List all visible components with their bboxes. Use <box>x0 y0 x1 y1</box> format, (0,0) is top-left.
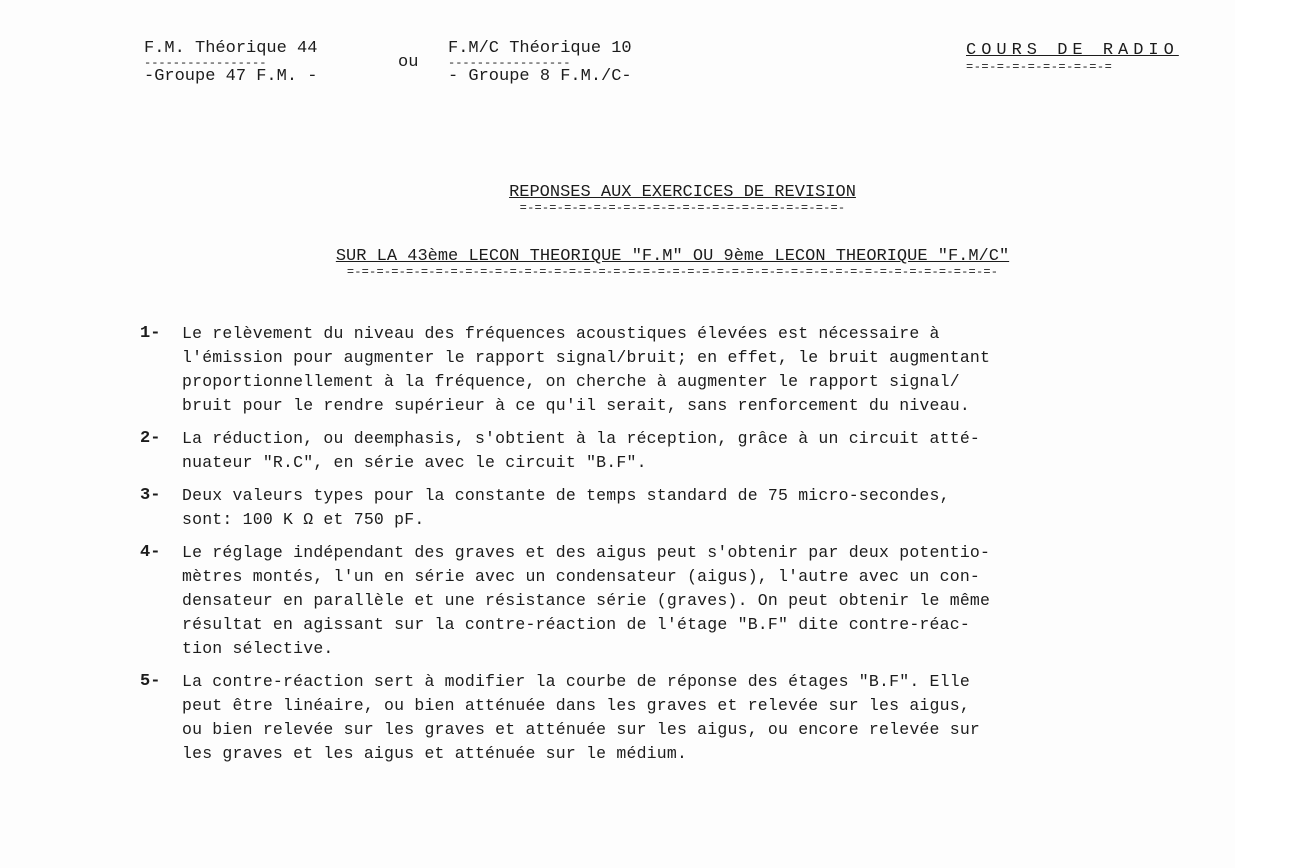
main-title-text: REPONSES AUX EXERCICES DE REVISION <box>509 183 856 202</box>
header-mid-line1: F.M/C Théorique 10 <box>448 39 632 58</box>
answer-text: La contre-réaction sert à modifier la courbe de réponse des étages "B.F". Elle peut être linéaire, ou bien atténuée dans les graves et relevée sur les aigus, ou bien relevée sur les graves et atténuée sur les aigus, ou encore relevée sur les graves et les aigus et atténuée sur le médium. <box>182 672 981 763</box>
subtitle-text: SUR LA 43ème LECON THEORIQUE "F.M" OU 9ème LECON THEORIQUE "F.M/C" <box>335 247 1010 266</box>
answer-item-5 <box>140 670 1235 766</box>
subtitle <box>55 246 1290 278</box>
header-mid-reference <box>448 38 632 88</box>
answer-text: Le relèvement du niveau des fréquences acoustiques élevées est nécessaire à l'émission pour augmenter le rapport signal/bruit; en effet, le bruit augmentant proportionnellement à la fréquence, on cherche à augmenter le rapport signal/ bruit pour le rendre supérieur à ce qu'il serait, sans renforcement du niveau. <box>182 324 991 415</box>
answer-number: 5- <box>140 672 161 691</box>
answer-text: La réduction, ou deemphasis, s'obtient à la réception, grâce à un circuit atté- nuateur "R.C", en série avec le circuit "B.F". <box>182 429 981 472</box>
course-title-rule: =-=-=-=-=-=-=-=-=-= <box>966 60 1113 74</box>
answer-text: Deux valeurs types pour la constante de temps standard de 75 micro-secondes, sont: 100 K Ω et 750 pF. <box>182 486 950 529</box>
header-left-reference <box>144 38 317 88</box>
answer-item-4 <box>140 541 1235 661</box>
header-mid-dash-rule: ----------------- <box>448 56 571 70</box>
answer-item-1 <box>140 322 1235 418</box>
header-left-line2: -Groupe 47 F.M. - <box>144 67 318 86</box>
answer-item-3 <box>140 484 1235 532</box>
answer-number: 2- <box>140 429 161 448</box>
header-mid-line2: - Groupe 8 F.M./C- <box>448 67 632 86</box>
answer-number: 1- <box>140 324 161 343</box>
answer-text: Le réglage indépendant des graves et des aigus peut s'obtenir par deux potentio- mètres montés, l'un en série avec un condensateur (aigus), l'autre avec un con- densateur en parallèle et une résistance série (graves). On peut obtenir le même résultat en agissant sur la contre-réaction de l'étage "B.F" dite contre-réac- tion sélective. <box>182 543 991 658</box>
answer-number: 4- <box>140 543 161 562</box>
answer-item-2 <box>140 427 1235 475</box>
main-title <box>65 182 1300 214</box>
answers-list <box>140 322 1235 775</box>
answer-number: 3- <box>140 486 161 505</box>
course-title: COURS DE RADIO <box>966 41 1179 60</box>
header-course-title <box>966 40 1179 72</box>
header-left-dash-rule: ----------------- <box>144 56 267 70</box>
header-separator: ou <box>398 53 419 72</box>
main-title-rule: =-=-=-=-=-=-=-=-=-=-=-=-=-=-=-=-=-=-=-=-=-=- <box>519 201 846 215</box>
subtitle-rule: =-=-=-=-=-=-=-=-=-=-=-=-=-=-=-=-=-=-=-=-=-=-=-=-=-=-=-=-=-=-=-=-=-=-=-=-=-=-=-=-=-=-=-=- <box>346 265 999 279</box>
header-left-line1: F.M. Théorique 44 <box>144 39 318 58</box>
